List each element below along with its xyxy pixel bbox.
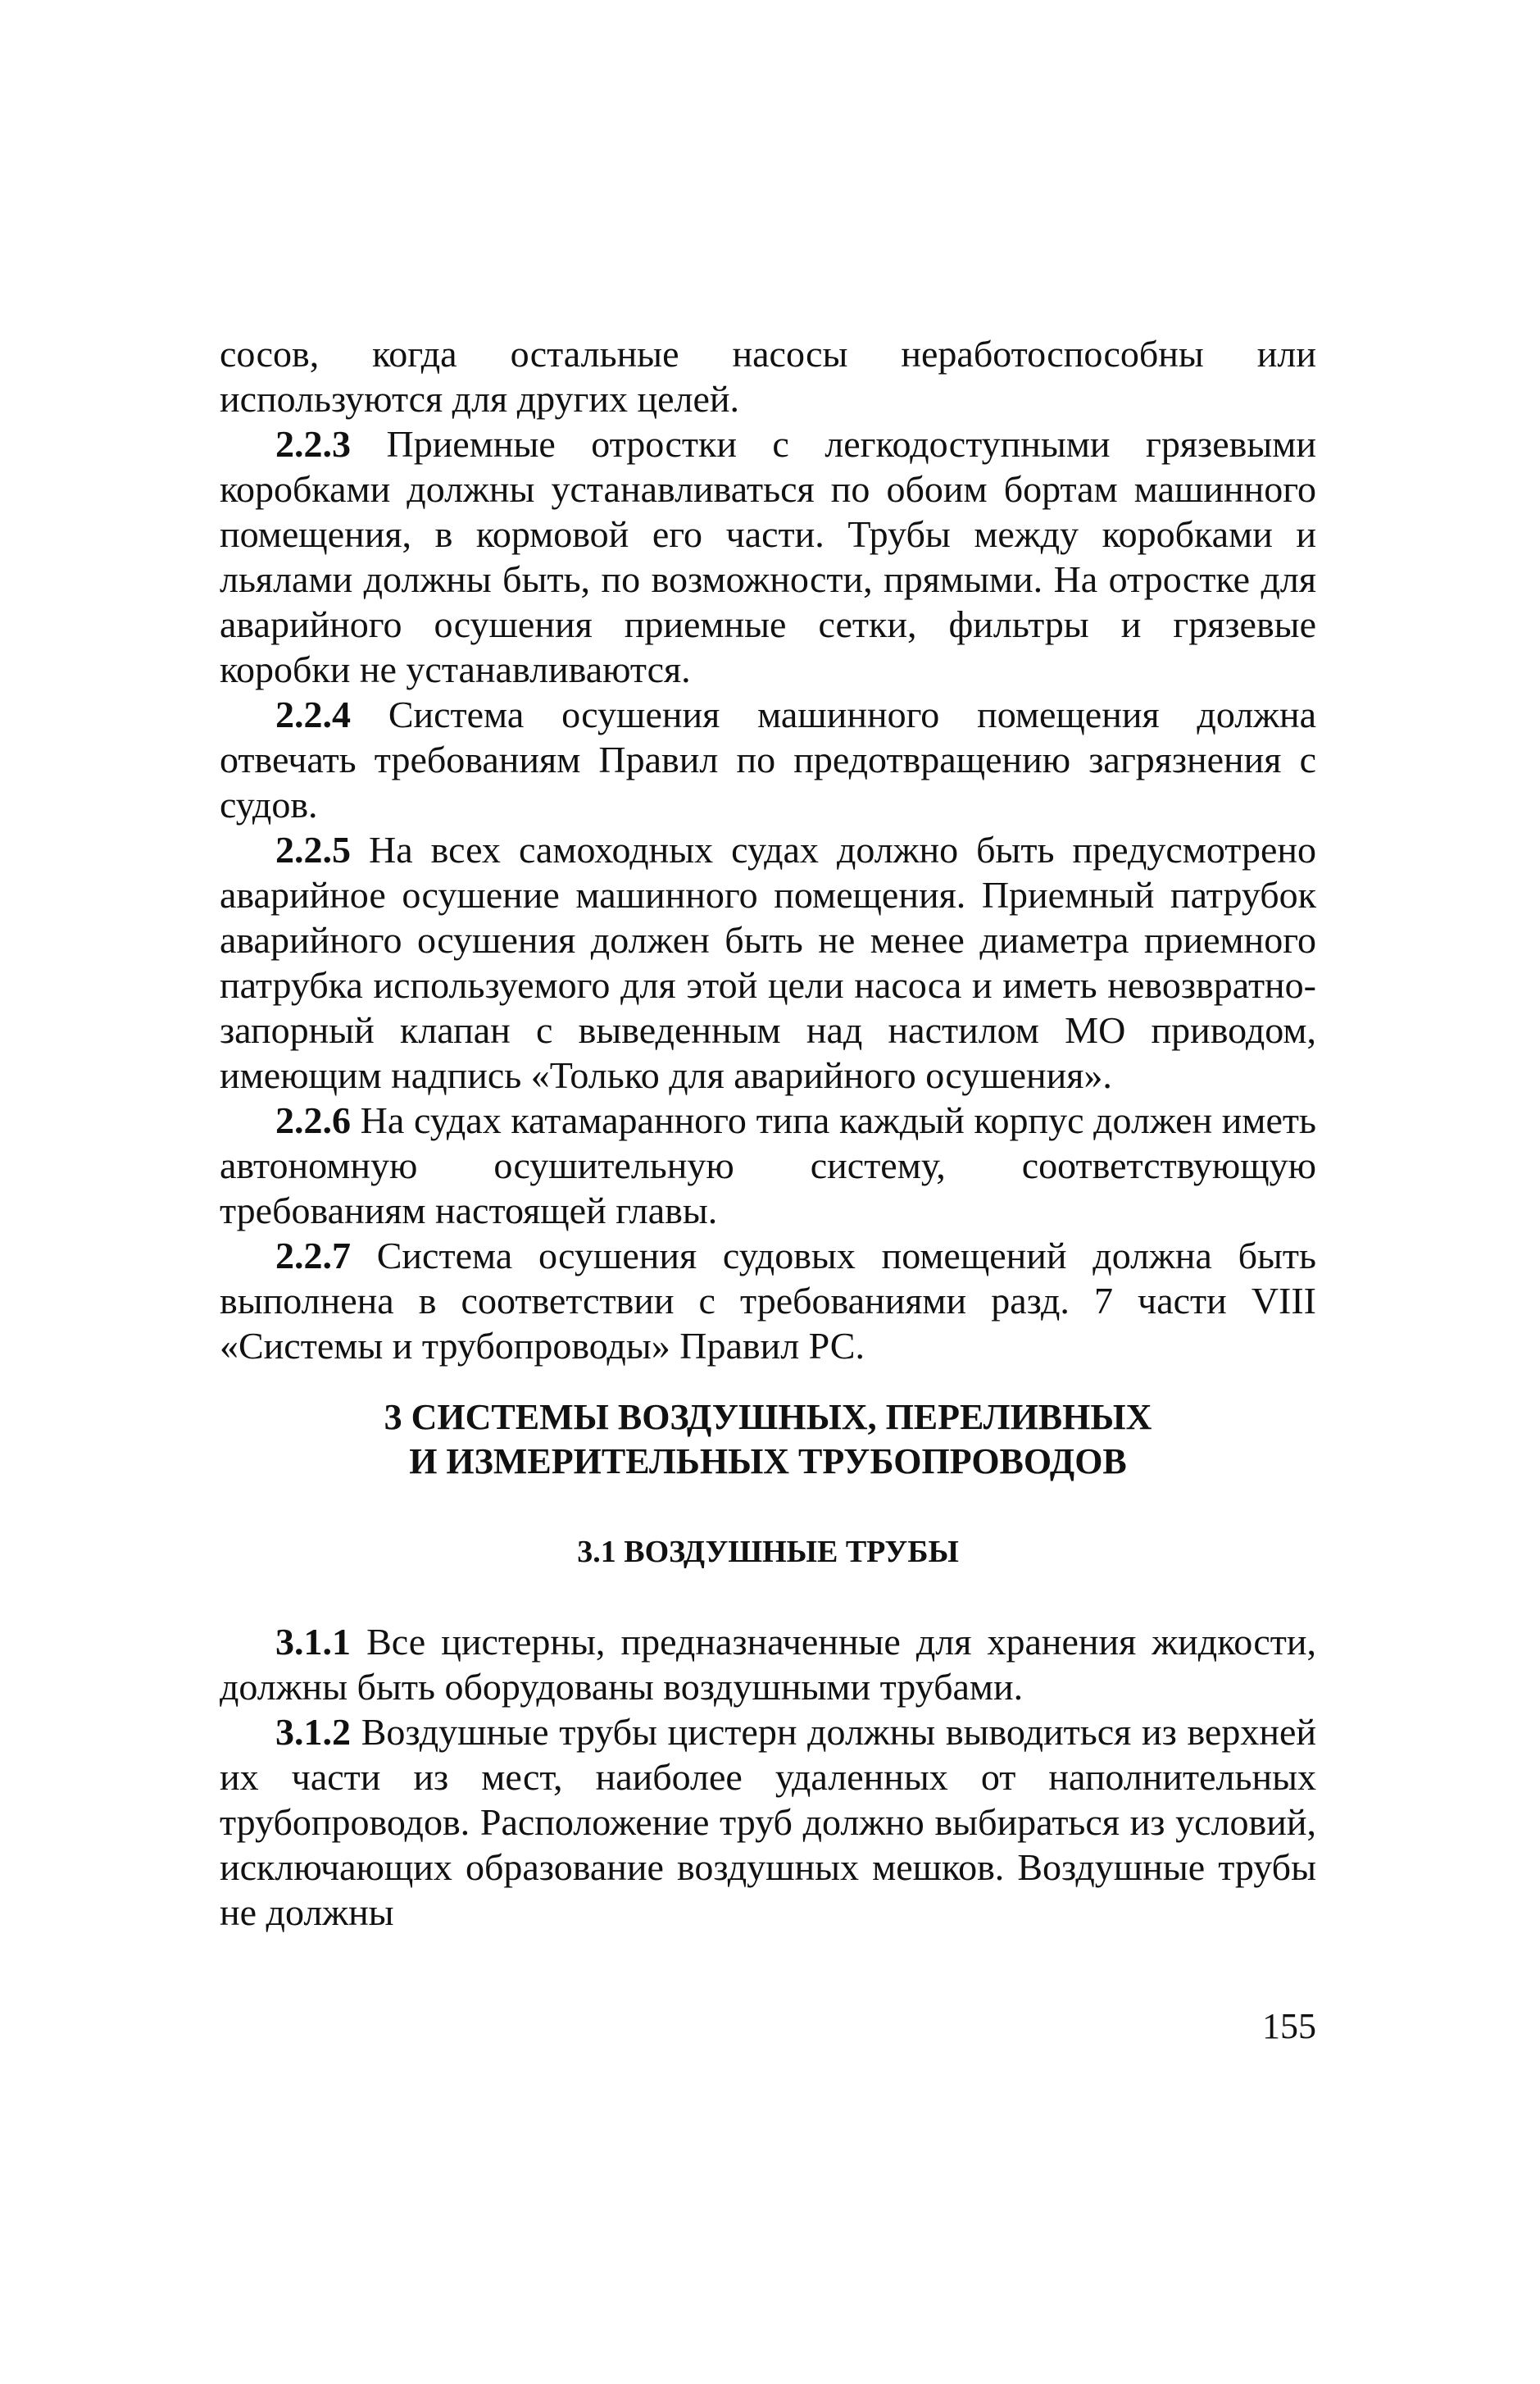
- paragraph-number: 2.2.3: [275, 423, 351, 465]
- paragraph-text: На всех самоходных судах должно быть предусмотрено аварийное осушение машинного помещения. Приемный патрубок аварийного осушения должен быть не менее диаметра приемного патрубка используемого для этой цели насоса и иметь невозвратно-запорный клапан с выведенным над настилом МО приводом, имеющим надпись «Только для аварийного осушения».: [220, 829, 1316, 1096]
- chapter-heading: [220, 1395, 1316, 1484]
- paragraph-2-2-4: [220, 692, 1316, 827]
- paragraph-text: Система осушения судовых помещений должна быть выполнена в соответствии с требованиями разд. 7 части VIII «Системы и трубопроводы» Правил РС.: [220, 1235, 1316, 1367]
- paragraph-2-2-3: [220, 421, 1316, 692]
- paragraph-number: 3.1.2: [275, 1711, 351, 1753]
- paragraph-text: Система осушения машинного помещения должна отвечать требованиям Правил по предотвращению загрязнения с судов.: [220, 694, 1316, 826]
- paragraph-number: 3.1.1: [275, 1621, 351, 1663]
- paragraph-2-2-5: [220, 827, 1316, 1098]
- paragraph-3-1-1: [220, 1619, 1316, 1709]
- paragraph-text: Воздушные трубы цистерн должны выводиться из верхней их части из мест, наиболее удаленных от наполнительных трубопроводов. Расположение труб должно выбираться из условий, исключающих образование воздушных мешков. Воздушные трубы не должны: [220, 1711, 1316, 1933]
- section-3-text: [220, 1619, 1316, 1935]
- chapter-heading-line-1: 3 СИСТЕМЫ ВОЗДУШНЫХ, ПЕРЕЛИВНЫХ: [384, 1397, 1152, 1437]
- section-2-text: [220, 331, 1316, 1368]
- paragraph-number: 2.2.6: [275, 1099, 351, 1141]
- paragraph-text: На судах катамаранного типа каждый корпус должен иметь автономную осушительную систему, соответствующую требованиям настоящей главы.: [220, 1099, 1316, 1231]
- chapter-heading-line-2: И ИЗМЕРИТЕЛЬНЫХ ТРУБОПРОВОДОВ: [409, 1441, 1127, 1481]
- paragraph-2-2-6: [220, 1098, 1316, 1233]
- paragraph-number: 2.2.4: [275, 694, 351, 735]
- paragraph-text: Все цистерны, предназначенные для хранения жидкости, должны быть оборудованы воздушными трубами.: [220, 1621, 1316, 1708]
- paragraph-text: Приемные отростки с легкодоступными грязевыми коробками должны устанавливаться по обоим бортам машинного помещения, в кормовой его части. Трубы между коробками и льялами должны быть, по возможности, прямыми. На отростке для аварийного осушения приемные сетки, фильтры и грязевые коробки не устанавливаются.: [220, 423, 1316, 690]
- paragraph-number: 2.2.7: [275, 1235, 351, 1276]
- page-number: 155: [1262, 2006, 1316, 2046]
- paragraph-number: 2.2.5: [275, 829, 351, 871]
- continuation-paragraph: сосов, когда остальные насосы неработоспособны или используются для других целей.: [220, 333, 1316, 420]
- subsection-heading: 3.1 ВОЗДУШНЫЕ ТРУБЫ: [577, 1535, 959, 1569]
- paragraph-3-1-2: [220, 1709, 1316, 1935]
- paragraph-2-2-7: [220, 1233, 1316, 1368]
